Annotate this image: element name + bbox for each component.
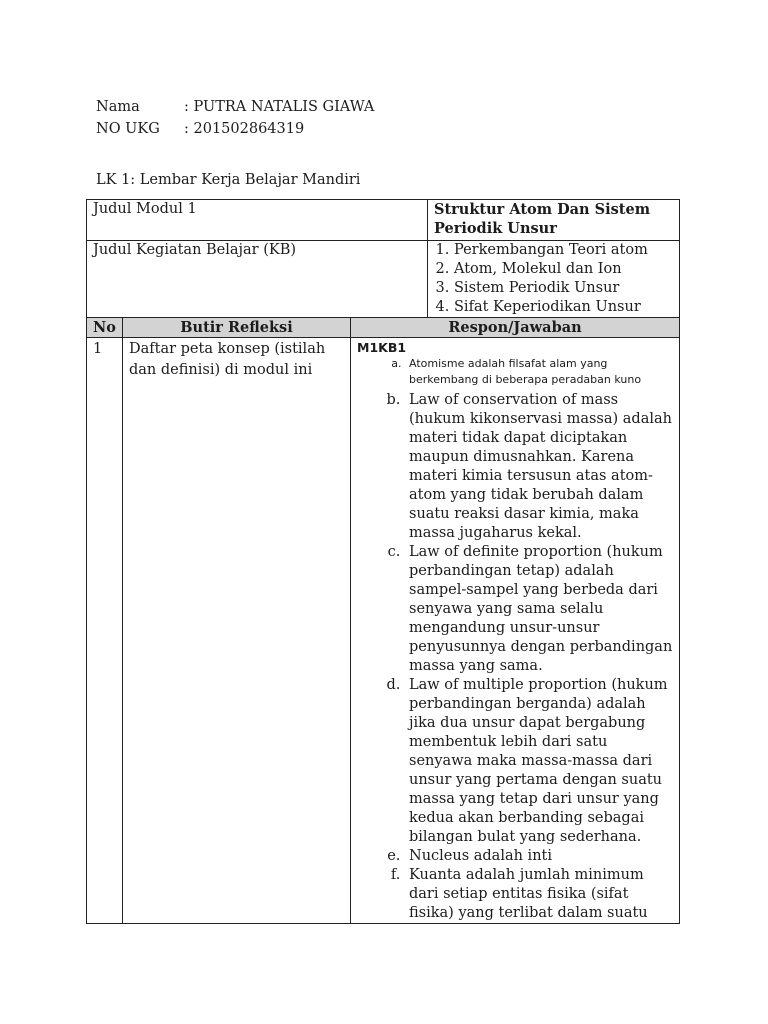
reflection-table	[86, 317, 680, 924]
answer-item: b. Law of conservation of mass (hukum kikonservasi massa) adalah materi tidak dapat diciptakan maupun dimusnahkan. Karena materi kimia tersusun atas atom-atom yang tidak berubah dalam suatu reaksi dasar kimia, maka massa jugaharus kekal.	[405, 391, 673, 543]
kb-item: 4. Sifat Keperiodikan Unsur	[454, 298, 673, 317]
modul-title: Struktur Atom Dan Sistem Periodik Unsur	[428, 200, 680, 241]
table-row	[87, 338, 680, 924]
section-code: M1KB1	[357, 340, 407, 355]
header-no: No	[87, 318, 123, 338]
header-butir: Butir Refleksi	[123, 318, 351, 338]
header-respon: Respon/Jawaban	[351, 318, 680, 338]
name-label: Nama	[96, 99, 140, 115]
kb-item: 2. Atom, Molekul dan Ion	[454, 260, 673, 279]
answer-item: f. Kuanta adalah jumlah minimum dari setiap entitas fisika (sifat fisika) yang terlibat dalam suatu	[405, 866, 673, 923]
name-value: : PUTRA NATALIS GIAWA	[184, 99, 375, 115]
kb-label: Judul Kegiatan Belajar (KB)	[87, 241, 428, 318]
kb-item: 3. Sistem Periodik Unsur	[454, 279, 673, 298]
modul-label: Judul Modul 1	[87, 200, 428, 241]
reflection-table-wrap	[86, 317, 680, 924]
module-info-table	[86, 199, 680, 318]
ukg-line	[96, 118, 304, 140]
answer-item: c. Law of definite proportion (hukum perbandingan tetap) adalah sampel-sampel yang berbeda dari senyawa yang sama selalu mengandung unsur-unsur penyusunnya dengan perbandingan massa yang sama.	[405, 543, 673, 676]
ukg-value: : 201502864319	[184, 121, 305, 137]
row-butir: Daftar peta konsep (istilah dan definisi) di modul ini	[123, 338, 351, 924]
answer-list	[357, 356, 673, 923]
answer-item: a. Atomisme adalah filsafat alam yang berkembang di beberapa peradaban kuno	[405, 356, 673, 388]
kb-item: 1. Perkembangan Teori atom	[454, 241, 673, 260]
answer-item: d. Law of multiple proportion (hukum perbandingan berganda) adalah jika dua unsur dapat bergabung membentuk lebih dari satu senyawa maka massa-massa dari unsur yang pertama dengan suatu massa yang tetap dari unsur yang kedua akan berbanding sebagai bilangan bulat yang sederhana.	[405, 676, 673, 847]
row-no: 1	[87, 338, 123, 924]
answer-item: e. Nucleus adalah inti	[405, 847, 673, 866]
kb-list	[432, 241, 673, 317]
ukg-label: NO UKG	[96, 121, 160, 137]
name-line	[96, 96, 374, 118]
lk-title: LK 1: Lembar Kerja Belajar Mandiri	[96, 172, 361, 188]
